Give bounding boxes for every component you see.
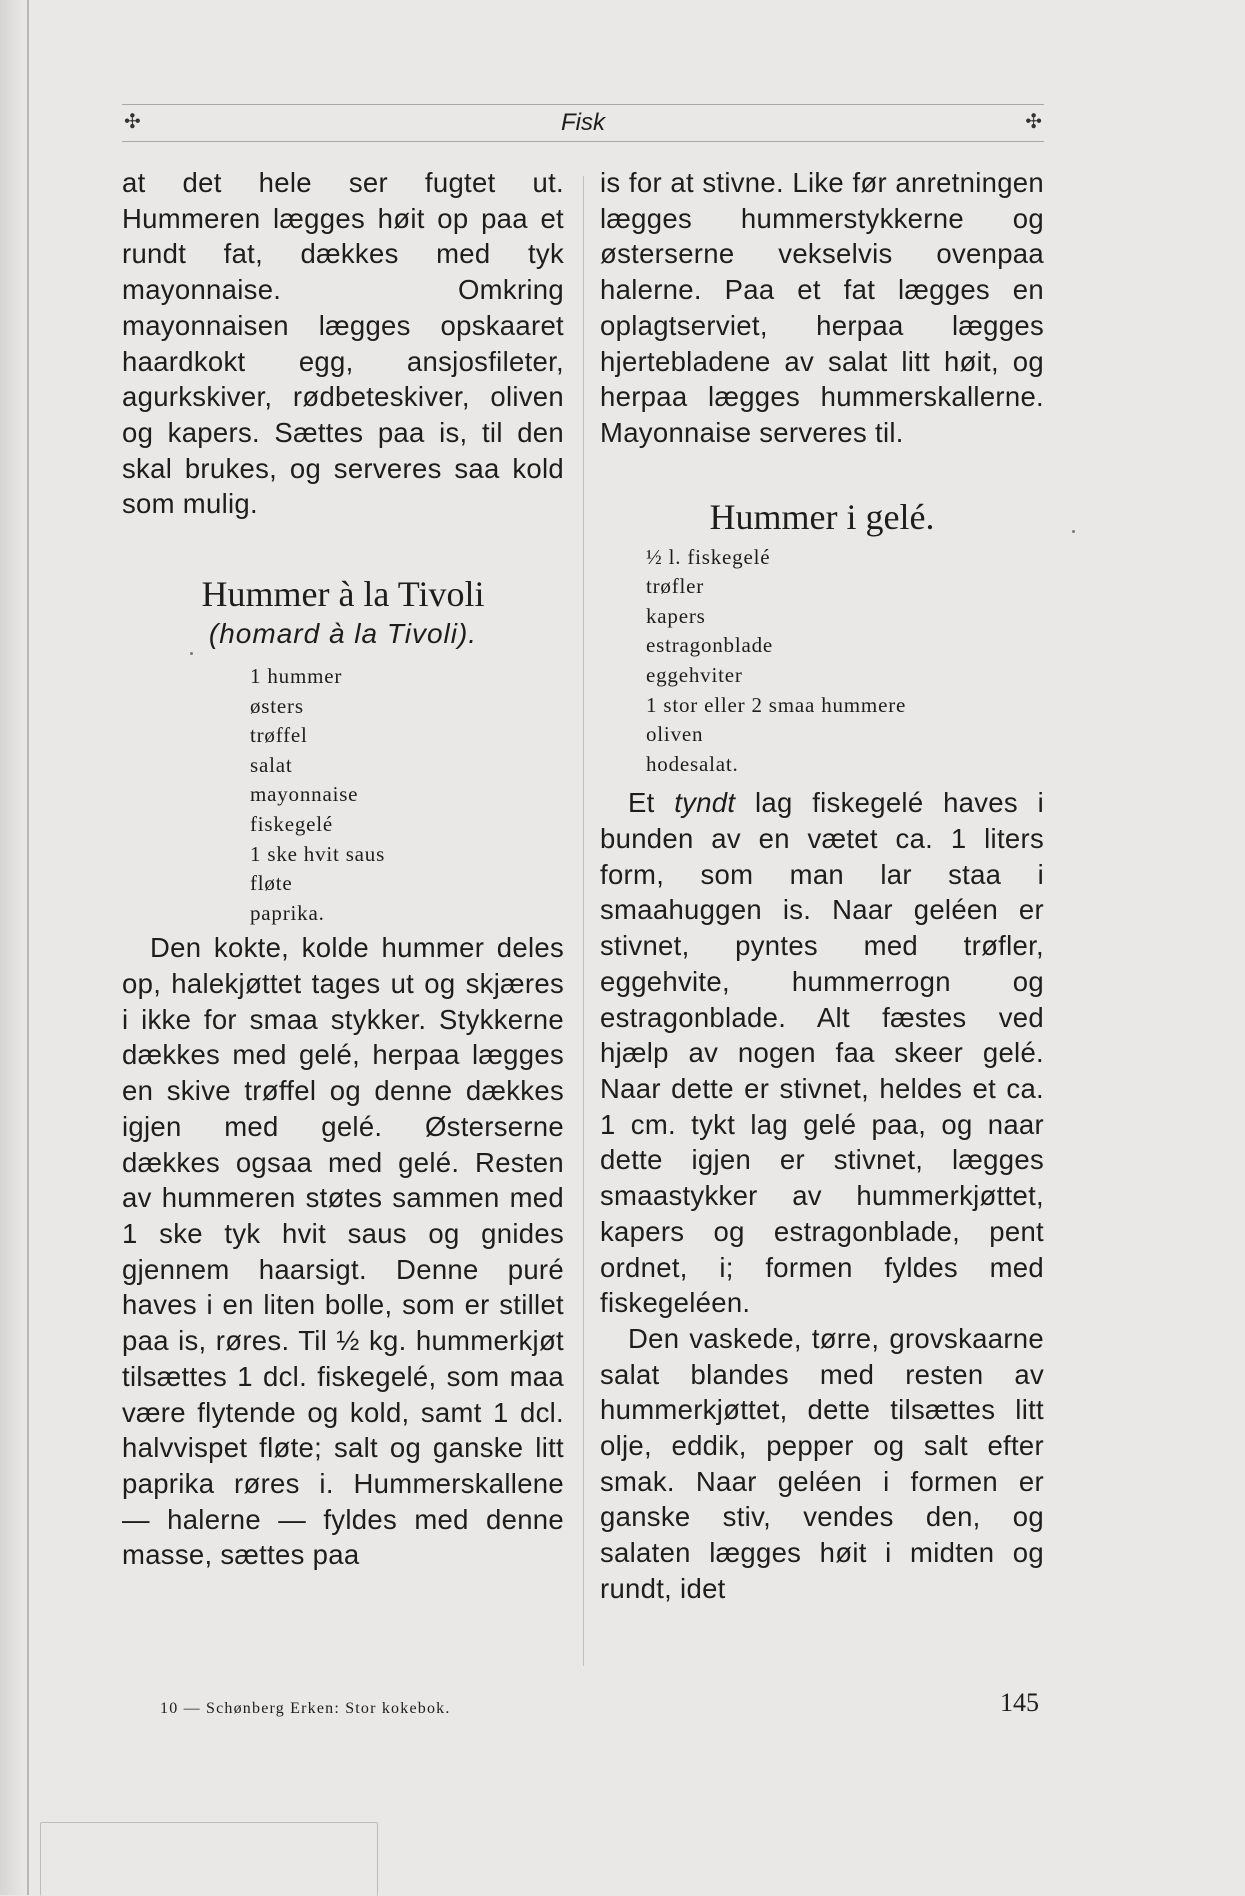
- recipe-title-gele: Hummer i gelé.: [709, 496, 935, 537]
- ingredient-list-tivoli: [250, 662, 564, 928]
- ingredient-item: 1 ske hvit saus: [250, 841, 386, 866]
- right-instructions-2: Den vaskede, tørre, grovskaarne salat blandes med resten av hummerkjøttet, dette tilsættes litt olje, eddik, pepper og salt efter smak. Naar geléen i formen er ganske stiv, vendes den, og salaten lægges høit i midten og rundt, idet: [600, 1322, 1044, 1604]
- ingredient-item: trøfler: [646, 574, 705, 599]
- recipe-subtitle-tivoli: (homard à la Tivoli).: [208, 618, 478, 650]
- paper-speck: [1072, 530, 1075, 533]
- running-title: Fisk: [561, 109, 605, 136]
- ingredient-item: ½ l. fiskegelé: [646, 544, 771, 569]
- ingredient-item: trøffel: [250, 723, 308, 748]
- emphasis-tyndt: tyndt: [674, 787, 736, 819]
- ingredient-item: 1 hummer: [250, 664, 343, 689]
- ornament-left-icon: ✣: [124, 111, 141, 133]
- book-spine-shadow: [0, 0, 30, 1895]
- ingredient-item: eggehviter: [646, 663, 743, 687]
- ornament-right-icon: ✣: [1025, 111, 1042, 133]
- instructions-lead: Et: [628, 787, 675, 819]
- ingredient-item: salat: [250, 752, 293, 777]
- signature-footer: 10 — Schønberg Erken: Stor kokebok.: [160, 1700, 451, 1717]
- right-column: [600, 165, 1044, 1607]
- recipe-title-tivoli: Hummer à la Tivoli: [201, 574, 485, 615]
- page-number: 145: [1000, 1688, 1039, 1717]
- ingredient-item: hodesalat.: [646, 751, 739, 776]
- ingredient-item: 1 stor eller 2 smaa hummere: [646, 692, 907, 717]
- right-intro-paragraph: is for at stivne. Like før anretningen lægges hummerstykkerne og østerserne vekselvis ovenpaa halerne. Paa et fat lægges en oplagtserviet, herpaa lægges hjertebladene av salat litt høit, og herpaa lægges hummerskallerne. Mayonnaise serveres til.: [600, 167, 1044, 448]
- ingredient-list-gele: [646, 543, 1044, 780]
- left-instructions: Den kokte, kolde hummer deles op, halekjøttet tages ut og skjæres i ikke for smaa stykker. Stykkerne dækkes med gelé, herpaa lægges en skive trøffel og denne dækkes igjen med gelé. Østerserne dækkes ogsaa med gelé. Resten av hummeren støtes sammen med 1 ske tyk hvit saus og gnides gjennem haarsigt. Denne puré haves i en liten bolle, som er stillet paa is, røres. Til ½ kg. hummerkjøt tilsættes 1 dcl. fiskegelé, som maa være flytende og kold, samt 1 dcl. halvvispet fløte; salt og ganske litt paprika røres i. Hummerskallene — halerne — fyldes med denne masse, sættes paa: [122, 932, 564, 1571]
- ingredient-item: fløte: [250, 871, 293, 896]
- column-divider: [583, 176, 584, 1666]
- ingredient-item: paprika.: [250, 900, 325, 925]
- gutter-line: [27, 0, 29, 1895]
- instructions-rest: lag fiskegelé haves i bunden av en vætet ca. 1 liters form, som man lar staa i smaahuggen is. Naar geléen er stivnet, pyntes med trøfler, eggehvite, hummerrogn og estragonblade. Alt fæstes ved hjælp av nogen faa skeer gelé. Naar dette er stivnet, heldes et ca. 1 cm. tykt lag gelé paa, og naar dette igjen er stivnet, lægges smaastykker av hummerkjøttet, kapers og estragonblade, pent ordnet, i; formen fyldes med fiskegeléen.: [600, 787, 1044, 1319]
- right-instructions-1: [600, 785, 1044, 1321]
- left-column: [122, 165, 564, 1573]
- page-edge-tab: [40, 1822, 378, 1896]
- ingredient-item: estragonblade: [646, 633, 774, 658]
- paper-speck: [190, 652, 193, 655]
- ingredient-item: mayonnaise: [250, 782, 359, 807]
- left-intro-paragraph: at det hele ser fugtet ut. Hummeren lægges høit op paa et rundt fat, dækkes med tyk mayonnaise. Omkring mayonnaisen lægges opskaaret haardkokt egg, ansjosfileter, agurkskiver, rødbeteskiver, oliven og kapers. Sættes paa is, til den skal brukes, og serveres saa kold som mulig.: [122, 167, 564, 520]
- ingredient-item: fiskegelé: [250, 812, 333, 836]
- running-header: [122, 104, 1044, 142]
- ingredient-item: kapers: [646, 603, 706, 628]
- ingredient-item: oliven: [646, 722, 704, 747]
- ingredient-item: østers: [250, 693, 304, 718]
